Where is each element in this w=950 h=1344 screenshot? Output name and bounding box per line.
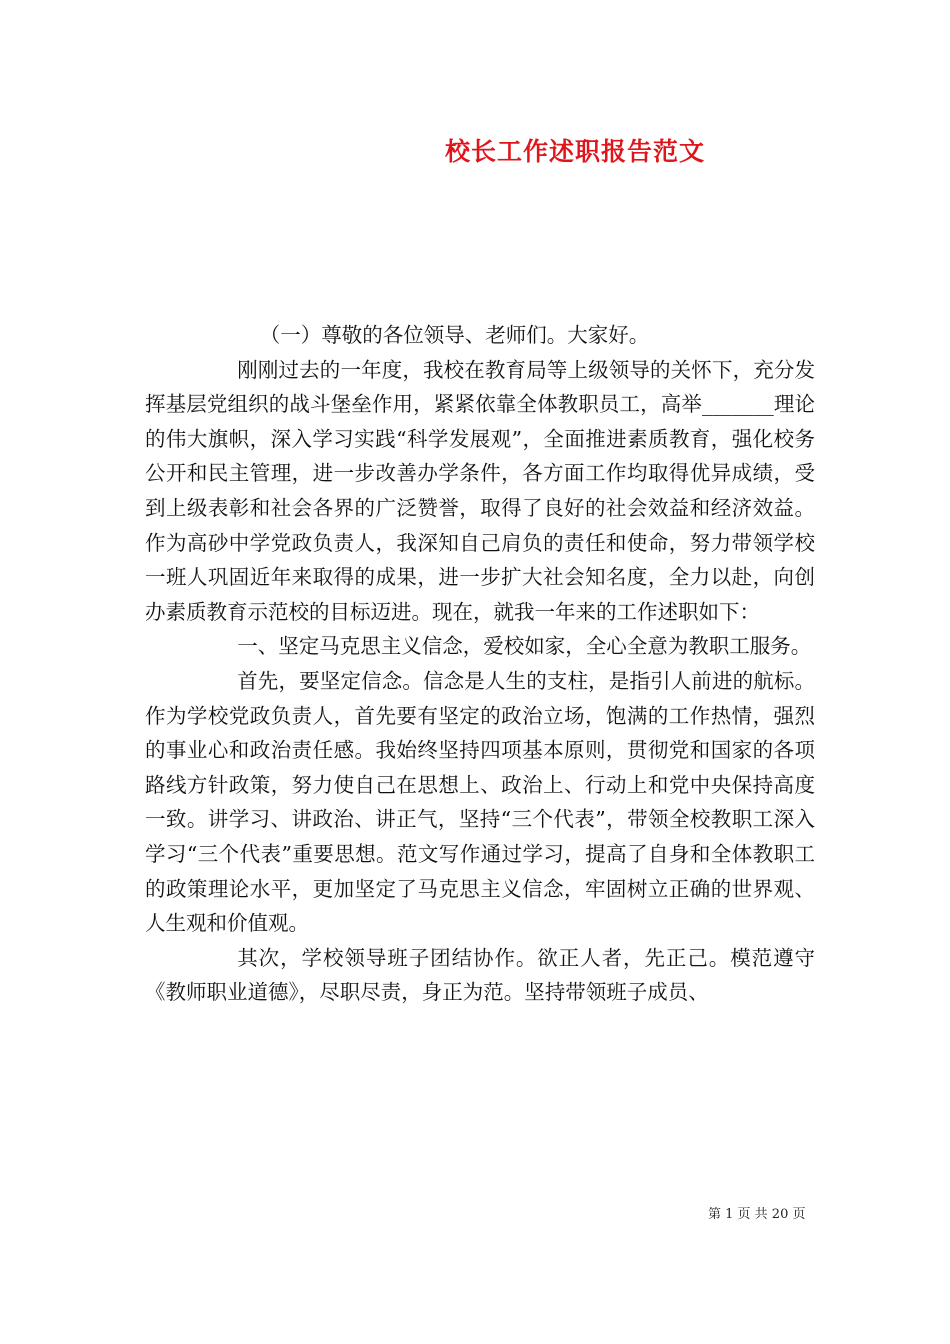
paragraph-belief: 首先，要坚定信念。信念是人生的支柱，是指引人前进的航标。作为学校党政负责人，首先要有坚定的政治立场，饱满的工作热情，强烈的事业心和政治责任感。我始终坚持四项基本原则，贯彻党和国家的各项路线方针政策，努力使自己在思想上、政治上、行动上和党中央保持高度一致。讲学习、讲政治、讲正气，坚持“三个代表”，带领全校教职工深入学习“三个代表”重要思想。范文写作通过学习，提高了自身和全体教职工的政策理论水平，更加坚定了马克思主义信念，牢固树立正确的世界观、人生观和价值观。 — [145, 668, 815, 936]
paragraph-leadership: 其次，学校领导班子团结协作。欲正人者，先正己。模范遵守《教师职业道德》，尽职尽责，身正为范。坚持带领班子成员、 — [145, 945, 815, 1005]
paragraph-greeting: （一）尊敬的各位领导、老师们。大家好。 — [259, 323, 650, 347]
title-area — [0, 0, 950, 200]
paragraph-overview: 刚刚过去的一年度，我校在教育局等上级领导的关怀下，充分发挥基层党组织的战斗堡垒作用，紧紧依靠全体教职员工，高举_______理论的伟大旗帜，深入学习实践“科学发展观”，全面推进素质教育，强化校务公开和民主管理，进一步改善办学条件，各方面工作均取得优异成绩，受到上级表彰和社会各界的广泛赞誉，取得了良好的社会效益和经济效益。作为高砂中学党政负责人，我深知自己肩负的责任和使命，努力带领学校一班人巩固近年来取得的成果，进一步扩大社会知名度，全力以赴，向创办素质教育示范校的目标迈进。现在，就我一年来的工作述职如下： — [145, 357, 815, 624]
document-body — [145, 318, 815, 1010]
document-title: 校长工作述职报告范文 — [444, 137, 705, 166]
page-number-footer: 第 1 页 共 20 页 — [708, 1207, 806, 1222]
paragraph-section-one-heading: 一、坚定马克思主义信念，爱校如家，全心全意为教职工服务。 — [237, 634, 812, 659]
